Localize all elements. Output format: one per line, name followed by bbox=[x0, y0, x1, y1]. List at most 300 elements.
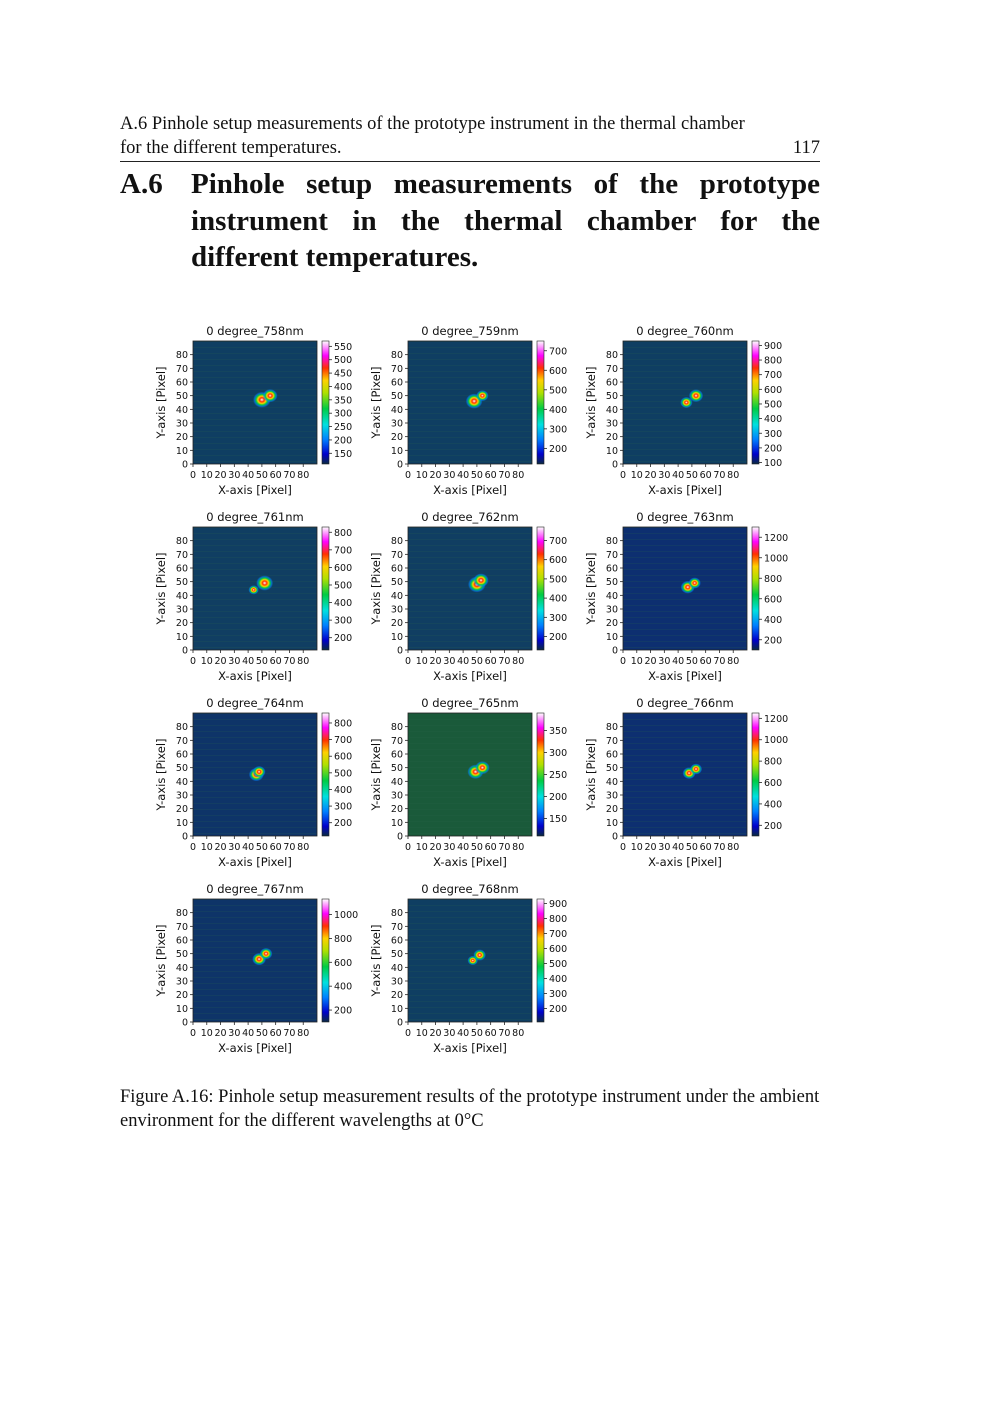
noise-row bbox=[408, 611, 532, 612]
noise-row bbox=[408, 749, 532, 750]
x-axis-label: X-axis [Pixel] bbox=[433, 483, 507, 497]
intensity-spot bbox=[475, 761, 490, 774]
colorbar-tick-label: 600 bbox=[334, 751, 353, 763]
heatmap-panel bbox=[575, 321, 795, 501]
colorbar-tick-label: 400 bbox=[764, 414, 783, 426]
colorbar-tick-label: 400 bbox=[549, 974, 568, 985]
noise-row bbox=[193, 947, 317, 948]
x-tick-label: 20 bbox=[429, 842, 442, 853]
noise-row bbox=[193, 791, 317, 792]
y-tick-label: 10 bbox=[390, 445, 403, 457]
y-tick-label: 20 bbox=[175, 432, 188, 444]
colorbar bbox=[537, 899, 544, 1022]
x-tick-label: 30 bbox=[443, 1028, 456, 1039]
noise-row bbox=[623, 545, 747, 546]
x-tick-label: 50 bbox=[685, 470, 698, 481]
y-tick-label: 70 bbox=[390, 549, 403, 561]
colorbar-tick-label: 900 bbox=[549, 899, 568, 910]
x-tick-label: 50 bbox=[470, 842, 483, 853]
y-tick-label: 50 bbox=[390, 577, 403, 589]
x-tick-label: 10 bbox=[630, 842, 643, 853]
noise-row bbox=[193, 389, 317, 390]
noise-row bbox=[623, 347, 747, 348]
y-tick-label: 20 bbox=[390, 618, 403, 630]
y-tick-label: 50 bbox=[605, 763, 618, 775]
noise-row bbox=[408, 923, 532, 924]
y-tick-label: 70 bbox=[390, 921, 403, 933]
noise-row bbox=[193, 551, 317, 552]
noise-row bbox=[193, 575, 317, 576]
colorbar-tick-label: 200 bbox=[334, 435, 353, 447]
y-tick-label: 10 bbox=[175, 445, 188, 457]
x-axis-label: X-axis [Pixel] bbox=[648, 855, 722, 869]
x-tick-label: 40 bbox=[242, 656, 255, 667]
panel-title: 0 degree_764nm bbox=[206, 696, 304, 710]
colorbar-tick-label: 500 bbox=[549, 959, 568, 970]
y-tick-label: 20 bbox=[390, 804, 403, 816]
x-tick-label: 30 bbox=[658, 656, 671, 667]
y-tick-label: 70 bbox=[605, 735, 618, 747]
y-tick-label: 40 bbox=[175, 962, 188, 974]
noise-row bbox=[193, 581, 317, 582]
colorbar-tick-label: 300 bbox=[334, 615, 353, 627]
noise-row bbox=[623, 551, 747, 552]
figure-caption: Figure A.16: Pinhole setup measurement results of the prototype instrument under the ambient environment for the different wavelengths at 0°C bbox=[120, 1087, 820, 1131]
x-tick-label: 30 bbox=[443, 656, 456, 667]
y-tick-label: 50 bbox=[605, 577, 618, 589]
colorbar-tick-label: 1000 bbox=[334, 910, 359, 922]
y-tick-label: 50 bbox=[175, 577, 188, 589]
heatmap-panel bbox=[575, 507, 795, 687]
x-tick-label: 40 bbox=[457, 1028, 470, 1039]
noise-row bbox=[623, 533, 747, 534]
noise-row bbox=[623, 353, 747, 354]
intensity-spot bbox=[260, 948, 273, 960]
colorbar-tick-label: 1200 bbox=[764, 532, 789, 544]
noise-row bbox=[623, 779, 747, 780]
noise-row bbox=[193, 539, 317, 540]
y-tick-label: 40 bbox=[175, 590, 188, 602]
colorbar-tick-label: 450 bbox=[334, 368, 353, 380]
colorbar-tick-label: 700 bbox=[334, 735, 353, 747]
intensity-spot bbox=[688, 577, 700, 588]
noise-row bbox=[623, 395, 747, 396]
noise-row bbox=[623, 617, 747, 618]
y-tick-label: 40 bbox=[175, 404, 188, 416]
intensity-spot bbox=[256, 575, 273, 590]
x-tick-label: 30 bbox=[228, 1028, 241, 1039]
noise-row bbox=[193, 371, 317, 372]
noise-row bbox=[408, 371, 532, 372]
intensity-spot bbox=[476, 390, 488, 401]
noise-row bbox=[193, 953, 317, 954]
x-tick-label: 50 bbox=[255, 656, 268, 667]
noise-row bbox=[408, 719, 532, 720]
noise-row bbox=[193, 785, 317, 786]
noise-row bbox=[623, 803, 747, 804]
noise-row bbox=[623, 443, 747, 444]
y-tick-label: 60 bbox=[390, 563, 403, 575]
x-tick-label: 70 bbox=[713, 470, 726, 481]
noise-row bbox=[193, 983, 317, 984]
y-tick-label: 40 bbox=[390, 776, 403, 788]
x-tick-label: 80 bbox=[727, 656, 740, 667]
y-tick-label: 50 bbox=[390, 763, 403, 775]
noise-row bbox=[408, 911, 532, 912]
x-tick-label: 80 bbox=[512, 470, 525, 481]
colorbar-tick-label: 1000 bbox=[764, 735, 789, 747]
panel-title: 0 degree_762nm bbox=[421, 510, 519, 524]
x-tick-label: 60 bbox=[699, 842, 712, 853]
noise-row bbox=[193, 419, 317, 420]
colorbar-tick-label: 500 bbox=[334, 768, 353, 780]
x-tick-label: 10 bbox=[415, 842, 428, 853]
noise-row bbox=[623, 821, 747, 822]
noise-row bbox=[193, 719, 317, 720]
x-tick-label: 70 bbox=[283, 656, 296, 667]
y-tick-label: 20 bbox=[390, 990, 403, 1002]
x-axis-label: X-axis [Pixel] bbox=[433, 1041, 507, 1055]
noise-row bbox=[623, 623, 747, 624]
noise-row bbox=[193, 749, 317, 750]
x-tick-label: 20 bbox=[429, 1028, 442, 1039]
noise-row bbox=[193, 431, 317, 432]
noise-row bbox=[408, 821, 532, 822]
noise-row bbox=[408, 743, 532, 744]
x-tick-label: 20 bbox=[214, 1028, 227, 1039]
colorbar-tick-label: 300 bbox=[764, 428, 783, 440]
colorbar bbox=[537, 341, 544, 464]
y-axis-label: Y-axis [Pixel] bbox=[369, 924, 383, 997]
colorbar-tick-label: 500 bbox=[334, 355, 353, 367]
noise-row bbox=[623, 743, 747, 744]
noise-row bbox=[408, 725, 532, 726]
noise-row bbox=[193, 629, 317, 630]
y-tick-label: 30 bbox=[390, 790, 403, 802]
noise-row bbox=[408, 533, 532, 534]
colorbar-tick-label: 200 bbox=[549, 791, 568, 803]
x-axis-label: X-axis [Pixel] bbox=[218, 855, 292, 869]
noise-row bbox=[408, 1013, 532, 1014]
x-tick-label: 70 bbox=[498, 1028, 511, 1039]
noise-row bbox=[623, 593, 747, 594]
noise-row bbox=[623, 629, 747, 630]
y-tick-label: 0 bbox=[181, 831, 188, 843]
noise-row bbox=[408, 629, 532, 630]
x-tick-label: 70 bbox=[498, 656, 511, 667]
x-tick-label: 30 bbox=[658, 842, 671, 853]
noise-row bbox=[193, 617, 317, 618]
noise-row bbox=[193, 797, 317, 798]
colorbar-tick-label: 600 bbox=[764, 384, 783, 396]
panel-title: 0 degree_768nm bbox=[421, 882, 519, 896]
noise-row bbox=[408, 569, 532, 570]
noise-row bbox=[193, 989, 317, 990]
noise-row bbox=[193, 377, 317, 378]
y-tick-label: 10 bbox=[605, 817, 618, 829]
noise-row bbox=[193, 611, 317, 612]
y-axis-label: Y-axis [Pixel] bbox=[369, 552, 383, 625]
noise-row bbox=[193, 563, 317, 564]
x-tick-label: 80 bbox=[297, 1028, 310, 1039]
colorbar-tick-label: 400 bbox=[764, 614, 783, 626]
x-tick-label: 70 bbox=[498, 470, 511, 481]
x-tick-label: 10 bbox=[200, 470, 213, 481]
colorbar-tick-label: 1200 bbox=[764, 713, 789, 725]
noise-row bbox=[193, 443, 317, 444]
noise-row bbox=[193, 929, 317, 930]
colorbar-tick-label: 150 bbox=[334, 448, 353, 460]
x-tick-label: 40 bbox=[242, 842, 255, 853]
noise-row bbox=[193, 833, 317, 834]
noise-row bbox=[193, 647, 317, 648]
x-tick-label: 20 bbox=[429, 470, 442, 481]
noise-row bbox=[193, 911, 317, 912]
x-tick-label: 80 bbox=[297, 842, 310, 853]
noise-row bbox=[193, 365, 317, 366]
panel-title: 0 degree_760nm bbox=[636, 324, 734, 338]
x-tick-label: 80 bbox=[512, 1028, 525, 1039]
x-tick-label: 40 bbox=[672, 842, 685, 853]
x-tick-label: 50 bbox=[470, 1028, 483, 1039]
colorbar-tick-label: 800 bbox=[334, 718, 353, 730]
x-tick-label: 60 bbox=[269, 656, 282, 667]
heatmap-panel bbox=[145, 321, 365, 501]
colorbar-tick-label: 300 bbox=[334, 801, 353, 813]
noise-row bbox=[623, 797, 747, 798]
x-tick-label: 50 bbox=[255, 842, 268, 853]
noise-row bbox=[408, 1001, 532, 1002]
noise-row bbox=[408, 353, 532, 354]
noise-row bbox=[408, 419, 532, 420]
y-tick-label: 20 bbox=[605, 804, 618, 816]
x-tick-label: 20 bbox=[429, 656, 442, 667]
colorbar-tick-label: 300 bbox=[549, 424, 568, 436]
y-tick-label: 10 bbox=[605, 445, 618, 457]
noise-row bbox=[193, 923, 317, 924]
noise-row bbox=[623, 461, 747, 462]
noise-row bbox=[193, 569, 317, 570]
colorbar-tick-label: 200 bbox=[549, 443, 568, 455]
y-tick-label: 20 bbox=[175, 990, 188, 1002]
noise-row bbox=[408, 377, 532, 378]
y-tick-label: 10 bbox=[390, 1003, 403, 1015]
y-tick-label: 80 bbox=[390, 908, 403, 920]
noise-row bbox=[408, 383, 532, 384]
y-tick-label: 20 bbox=[175, 804, 188, 816]
colorbar-tick-label: 400 bbox=[334, 784, 353, 796]
y-tick-label: 0 bbox=[181, 459, 188, 471]
noise-row bbox=[408, 599, 532, 600]
colorbar-tick-label: 400 bbox=[334, 981, 353, 993]
noise-row bbox=[408, 995, 532, 996]
y-tick-label: 50 bbox=[390, 391, 403, 403]
noise-row bbox=[193, 641, 317, 642]
y-tick-label: 70 bbox=[605, 363, 618, 375]
y-tick-label: 20 bbox=[175, 618, 188, 630]
noise-row bbox=[408, 983, 532, 984]
y-tick-label: 0 bbox=[181, 1017, 188, 1029]
noise-row bbox=[623, 449, 747, 450]
noise-row bbox=[193, 599, 317, 600]
noise-row bbox=[623, 749, 747, 750]
heatmap-panel bbox=[145, 693, 365, 873]
x-tick-label: 0 bbox=[189, 1028, 197, 1039]
noise-row bbox=[623, 419, 747, 420]
noise-row bbox=[623, 383, 747, 384]
x-tick-label: 80 bbox=[297, 656, 310, 667]
x-axis-label: X-axis [Pixel] bbox=[218, 483, 292, 497]
x-tick-label: 20 bbox=[214, 656, 227, 667]
noise-row bbox=[623, 761, 747, 762]
noise-row bbox=[193, 557, 317, 558]
noise-row bbox=[623, 767, 747, 768]
x-tick-label: 50 bbox=[470, 470, 483, 481]
x-tick-label: 70 bbox=[283, 1028, 296, 1039]
y-tick-label: 80 bbox=[175, 350, 188, 362]
colorbar-tick-label: 250 bbox=[549, 770, 568, 781]
x-tick-label: 60 bbox=[484, 842, 497, 853]
x-tick-label: 60 bbox=[484, 656, 497, 667]
noise-row bbox=[193, 449, 317, 450]
y-axis-label: Y-axis [Pixel] bbox=[584, 738, 598, 811]
colorbar-tick-label: 200 bbox=[764, 820, 783, 832]
y-tick-label: 80 bbox=[390, 350, 403, 362]
x-tick-label: 0 bbox=[189, 842, 197, 853]
y-tick-label: 70 bbox=[175, 363, 188, 375]
colorbar-tick-label: 700 bbox=[549, 535, 568, 547]
colorbar-tick-label: 900 bbox=[764, 340, 783, 352]
colorbar-tick-label: 800 bbox=[764, 573, 783, 585]
noise-row bbox=[408, 971, 532, 972]
x-tick-label: 30 bbox=[228, 656, 241, 667]
y-tick-label: 10 bbox=[390, 631, 403, 643]
x-tick-label: 50 bbox=[685, 656, 698, 667]
x-axis-label: X-axis [Pixel] bbox=[218, 1041, 292, 1055]
heatmap-panel bbox=[360, 321, 580, 501]
y-tick-label: 40 bbox=[390, 404, 403, 416]
noise-row bbox=[408, 605, 532, 606]
colorbar-tick-label: 400 bbox=[334, 598, 353, 610]
colorbar-tick-label: 800 bbox=[764, 756, 783, 768]
x-tick-label: 60 bbox=[269, 842, 282, 853]
noise-row bbox=[408, 437, 532, 438]
noise-row bbox=[193, 827, 317, 828]
y-tick-label: 0 bbox=[611, 459, 618, 471]
y-axis-label: Y-axis [Pixel] bbox=[584, 552, 598, 625]
noise-row bbox=[193, 407, 317, 408]
heatmap-panel bbox=[360, 879, 580, 1059]
colorbar bbox=[752, 713, 759, 836]
noise-row bbox=[408, 431, 532, 432]
y-tick-label: 40 bbox=[390, 590, 403, 602]
noise-row bbox=[408, 809, 532, 810]
x-tick-label: 40 bbox=[457, 656, 470, 667]
noise-row bbox=[408, 551, 532, 552]
y-axis-label: Y-axis [Pixel] bbox=[584, 366, 598, 439]
colorbar-tick-label: 600 bbox=[764, 594, 783, 606]
x-axis-label: X-axis [Pixel] bbox=[433, 855, 507, 869]
noise-row bbox=[623, 413, 747, 414]
noise-row bbox=[623, 371, 747, 372]
y-axis-label: Y-axis [Pixel] bbox=[154, 552, 168, 625]
y-axis-label: Y-axis [Pixel] bbox=[369, 738, 383, 811]
noise-row bbox=[408, 425, 532, 426]
colorbar-tick-label: 400 bbox=[764, 799, 783, 811]
noise-row bbox=[193, 1013, 317, 1014]
noise-row bbox=[408, 797, 532, 798]
y-tick-label: 50 bbox=[175, 391, 188, 403]
colorbar bbox=[322, 899, 329, 1022]
colorbar-tick-label: 350 bbox=[549, 726, 568, 738]
y-tick-label: 40 bbox=[605, 590, 618, 602]
noise-row bbox=[193, 623, 317, 624]
y-tick-label: 30 bbox=[605, 790, 618, 802]
noise-row bbox=[623, 575, 747, 576]
noise-row bbox=[408, 989, 532, 990]
x-tick-label: 60 bbox=[699, 656, 712, 667]
noise-row bbox=[408, 617, 532, 618]
colorbar-tick-label: 500 bbox=[549, 385, 568, 397]
colorbar bbox=[537, 527, 544, 650]
intensity-spot bbox=[248, 585, 258, 594]
colorbar-tick-label: 150 bbox=[549, 813, 568, 825]
colorbar bbox=[322, 341, 329, 464]
noise-row bbox=[408, 641, 532, 642]
noise-row bbox=[623, 815, 747, 816]
noise-row bbox=[623, 599, 747, 600]
colorbar-tick-label: 600 bbox=[549, 365, 568, 377]
section-title: Pinhole setup measurements of the prototype instrument in the thermal chamber for the different temperatures. bbox=[191, 168, 820, 273]
noise-row bbox=[408, 347, 532, 348]
noise-row bbox=[408, 785, 532, 786]
noise-row bbox=[623, 737, 747, 738]
x-tick-label: 40 bbox=[457, 842, 470, 853]
intensity-spot bbox=[689, 389, 703, 402]
colorbar-tick-label: 100 bbox=[764, 458, 783, 470]
noise-row bbox=[408, 827, 532, 828]
colorbar-tick-label: 550 bbox=[334, 341, 353, 353]
noise-row bbox=[623, 377, 747, 378]
panel-title: 0 degree_759nm bbox=[421, 324, 519, 338]
noise-row bbox=[408, 731, 532, 732]
y-tick-label: 60 bbox=[175, 377, 188, 389]
x-tick-label: 10 bbox=[200, 842, 213, 853]
y-tick-label: 60 bbox=[605, 749, 618, 761]
colorbar-tick-label: 200 bbox=[549, 1004, 568, 1015]
noise-row bbox=[623, 605, 747, 606]
noise-row bbox=[408, 365, 532, 366]
noise-row bbox=[193, 905, 317, 906]
noise-row bbox=[408, 461, 532, 462]
heatmap-panel bbox=[145, 507, 365, 687]
x-axis-label: X-axis [Pixel] bbox=[648, 669, 722, 683]
y-tick-label: 0 bbox=[396, 459, 403, 471]
colorbar-tick-label: 400 bbox=[549, 593, 568, 605]
y-tick-label: 50 bbox=[390, 949, 403, 961]
y-tick-label: 60 bbox=[390, 935, 403, 947]
colorbar-tick-label: 600 bbox=[549, 944, 568, 955]
noise-row bbox=[193, 1019, 317, 1020]
x-tick-label: 70 bbox=[713, 656, 726, 667]
noise-row bbox=[193, 737, 317, 738]
noise-row bbox=[408, 563, 532, 564]
x-tick-label: 50 bbox=[470, 656, 483, 667]
noise-row bbox=[193, 359, 317, 360]
noise-row bbox=[193, 815, 317, 816]
x-tick-label: 80 bbox=[297, 470, 310, 481]
x-tick-label: 80 bbox=[512, 656, 525, 667]
